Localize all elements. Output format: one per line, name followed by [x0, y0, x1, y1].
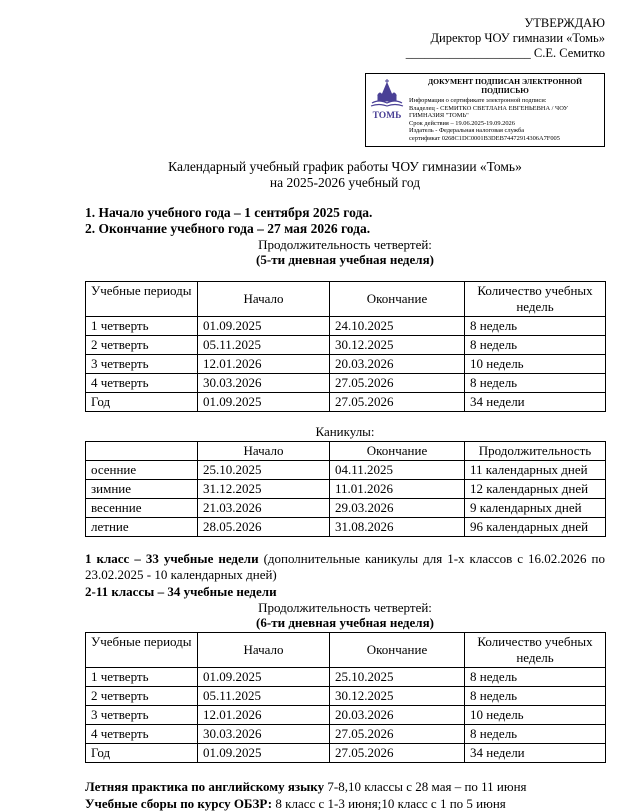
page-title-line1: Календарный учебный график работы ЧОУ гимназии «Томь»	[168, 158, 522, 174]
quarters-subtitle-5day: Продолжительность четвертей:	[258, 236, 432, 252]
table-cell: 8 недель	[465, 725, 606, 744]
table-row	[86, 354, 606, 373]
table-cell: 04.11.2025	[330, 460, 465, 479]
training-camp-rest: 8 класс с 1-3 июня;10 класс с 1 по 5 июня	[272, 795, 506, 811]
notes-block	[85, 551, 605, 601]
table-cell: летние	[86, 517, 198, 536]
table-cell: Год	[86, 392, 198, 411]
week-type-6day: (6-ти дневная учебная неделя)	[256, 615, 434, 631]
summer-practice-bold: Летняя практика по английскому языку	[85, 779, 325, 795]
table-row	[86, 316, 606, 335]
table-cell: 8 недель	[465, 316, 606, 335]
stamp-issuer-line: Издатель - Федеральная налоговая служба	[409, 127, 525, 135]
column-header	[86, 441, 198, 460]
header-row	[86, 633, 606, 668]
training-camp-line	[85, 796, 605, 812]
quarters-subtitle-6day: Продолжительность четвертей:	[258, 600, 432, 616]
table-cell: 05.11.2025	[198, 687, 330, 706]
table-cell: 4 четверть	[86, 373, 198, 392]
column-header: Начало	[198, 441, 330, 460]
table-cell: 27.05.2026	[330, 744, 465, 763]
table-row	[86, 479, 606, 498]
table-cell: 2 четверть	[86, 335, 198, 354]
table-row	[86, 725, 606, 744]
table-cell: зимние	[86, 479, 198, 498]
header-row	[86, 441, 606, 460]
table-cell: 01.09.2025	[198, 316, 330, 335]
table-cell: осенние	[86, 460, 198, 479]
intro-item-end: 2. Окончание учебного года – 27 мая 2026 года.	[85, 220, 371, 236]
table-cell: 1 четверть	[86, 316, 198, 335]
table-cell: 30.03.2026	[198, 725, 330, 744]
table-row	[86, 335, 606, 354]
table-cell: 11.01.2026	[330, 479, 465, 498]
column-header: Окончание	[330, 281, 465, 316]
table-cell: 12.01.2026	[198, 706, 330, 725]
stamp-title: ДОКУМЕНТ ПОДПИСАН ЭЛЕКТРОННОЙ ПОДПИСЬЮ	[427, 77, 583, 95]
note-class1-rest: (дополнительные каникулы для 1-х классов с 16.02.2026 по 23.02.2025 - 10 календарных дней)	[85, 550, 605, 583]
table-cell: 30.03.2026	[198, 373, 330, 392]
table-row	[86, 460, 606, 479]
table-cell: 05.11.2025	[198, 335, 330, 354]
table-cell: 8 недель	[465, 335, 606, 354]
training-camp-bold: Учебные сборы по курсу ОБЗР:	[85, 795, 273, 811]
note-class1-bold: 1 класс – 33 учебные недели	[85, 550, 264, 566]
church-logo-icon	[369, 77, 405, 125]
table-row	[86, 373, 606, 392]
table-row	[86, 392, 606, 411]
note-class1	[85, 551, 605, 584]
table-row	[86, 517, 606, 536]
column-header: Окончание	[330, 633, 465, 668]
table-row	[86, 498, 606, 517]
footer-notes	[85, 779, 605, 812]
table-cell: 27.05.2026	[330, 725, 465, 744]
intro-item-start: 1. Начало учебного года – 1 сентября 2025 года.	[85, 204, 373, 220]
table-cell: Год	[86, 744, 198, 763]
stamp-validity-line: Срок действия – 19.06.2025-19.09.2026	[409, 119, 515, 127]
column-header: Учебные периоды	[86, 633, 198, 668]
quarters-table-6day	[85, 632, 606, 763]
column-header: Продолжительность	[465, 441, 606, 460]
table-cell: 34 недели	[465, 392, 606, 411]
table-cell: 31.08.2026	[330, 517, 465, 536]
table-cell: 25.10.2025	[330, 668, 465, 687]
signer-name: С.Е. Семитко	[530, 46, 605, 60]
page-title-line2: на 2025-2026 учебный год	[269, 174, 421, 190]
table-row	[86, 706, 606, 725]
logo-text: ТОМЬ	[372, 111, 402, 121]
approval-block	[85, 16, 605, 61]
stamp-info-line: Информация о сертификате электронной подписи:	[409, 97, 547, 104]
table-cell: 12.01.2026	[198, 354, 330, 373]
page-title	[85, 159, 605, 191]
table-cell: 21.03.2026	[198, 498, 330, 517]
week-type-5day: (5-ти дневная учебная неделя)	[256, 251, 434, 267]
column-header: Учебные периоды	[86, 281, 198, 316]
table-cell: 30.12.2025	[330, 687, 465, 706]
column-header: Окончание	[330, 441, 465, 460]
table-cell: 27.05.2026	[330, 392, 465, 411]
table-cell: 8 недель	[465, 687, 606, 706]
e-signature-stamp	[365, 73, 605, 147]
table-row	[86, 687, 606, 706]
table-cell: 1 четверть	[86, 668, 198, 687]
table-cell: 4 четверть	[86, 725, 198, 744]
table-cell: 01.09.2025	[198, 744, 330, 763]
holidays-table	[85, 441, 606, 537]
stamp-text-block	[409, 77, 601, 143]
header-row	[86, 281, 606, 316]
table-cell: 24.10.2025	[330, 316, 465, 335]
table-row	[86, 744, 606, 763]
table-cell: 30.12.2025	[330, 335, 465, 354]
table-cell: 20.03.2026	[330, 354, 465, 373]
column-header: Количество учебных недель	[465, 633, 606, 668]
table-cell: 27.05.2026	[330, 373, 465, 392]
table-cell: 8 недель	[465, 373, 606, 392]
signature-line: ____________________	[405, 46, 531, 60]
column-header: Начало	[198, 281, 330, 316]
stamp-owner-line: Владелец - СЕМИТКО СВЕТЛАНА ЕВГЕНЬЕВНА / ЧОУ ГИМНАЗИЯ "ТОМЬ"	[409, 104, 568, 120]
intro-items	[85, 205, 605, 237]
table-cell: 29.03.2026	[330, 498, 465, 517]
column-header: Начало	[198, 633, 330, 668]
note-class2-11: 2-11 классы – 34 учебные недели	[85, 583, 277, 599]
table-row	[86, 668, 606, 687]
table-cell: 25.10.2025	[198, 460, 330, 479]
table-cell: 10 недель	[465, 706, 606, 725]
table-cell: 9 календарных дней	[465, 498, 606, 517]
table-cell: 31.12.2025	[198, 479, 330, 498]
table-cell: 3 четверть	[86, 706, 198, 725]
quarters-table-5day	[85, 281, 606, 412]
table-cell: 11 календарных дней	[465, 460, 606, 479]
approval-director-line: Директор ЧОУ гимназии «Томь»	[430, 31, 605, 45]
column-header: Количество учебных недель	[465, 281, 606, 316]
table-cell: 8 недель	[465, 668, 606, 687]
approval-word: УТВЕРЖДАЮ	[524, 16, 605, 30]
table-cell: 34 недели	[465, 744, 606, 763]
table-cell: 28.05.2026	[198, 517, 330, 536]
summer-practice-line	[85, 779, 605, 796]
table-cell: 20.03.2026	[330, 706, 465, 725]
table-cell: 3 четверть	[86, 354, 198, 373]
signature-row	[85, 46, 605, 61]
holidays-title: Каникулы:	[315, 423, 375, 439]
summer-practice-rest: 7-8,10 классы с 28 мая – по 11 июня	[324, 779, 527, 795]
table-cell: 2 четверть	[86, 687, 198, 706]
gymnasium-logo	[368, 77, 406, 143]
table-cell: 10 недель	[465, 354, 606, 373]
table-cell: 96 календарных дней	[465, 517, 606, 536]
table-cell: весенние	[86, 498, 198, 517]
stamp-certificate-line: сертификат 0268C1DC0001B3DEB74472914306A7F005	[409, 134, 560, 142]
table-cell: 01.09.2025	[198, 392, 330, 411]
table-cell: 01.09.2025	[198, 668, 330, 687]
table-cell: 12 календарных дней	[465, 479, 606, 498]
